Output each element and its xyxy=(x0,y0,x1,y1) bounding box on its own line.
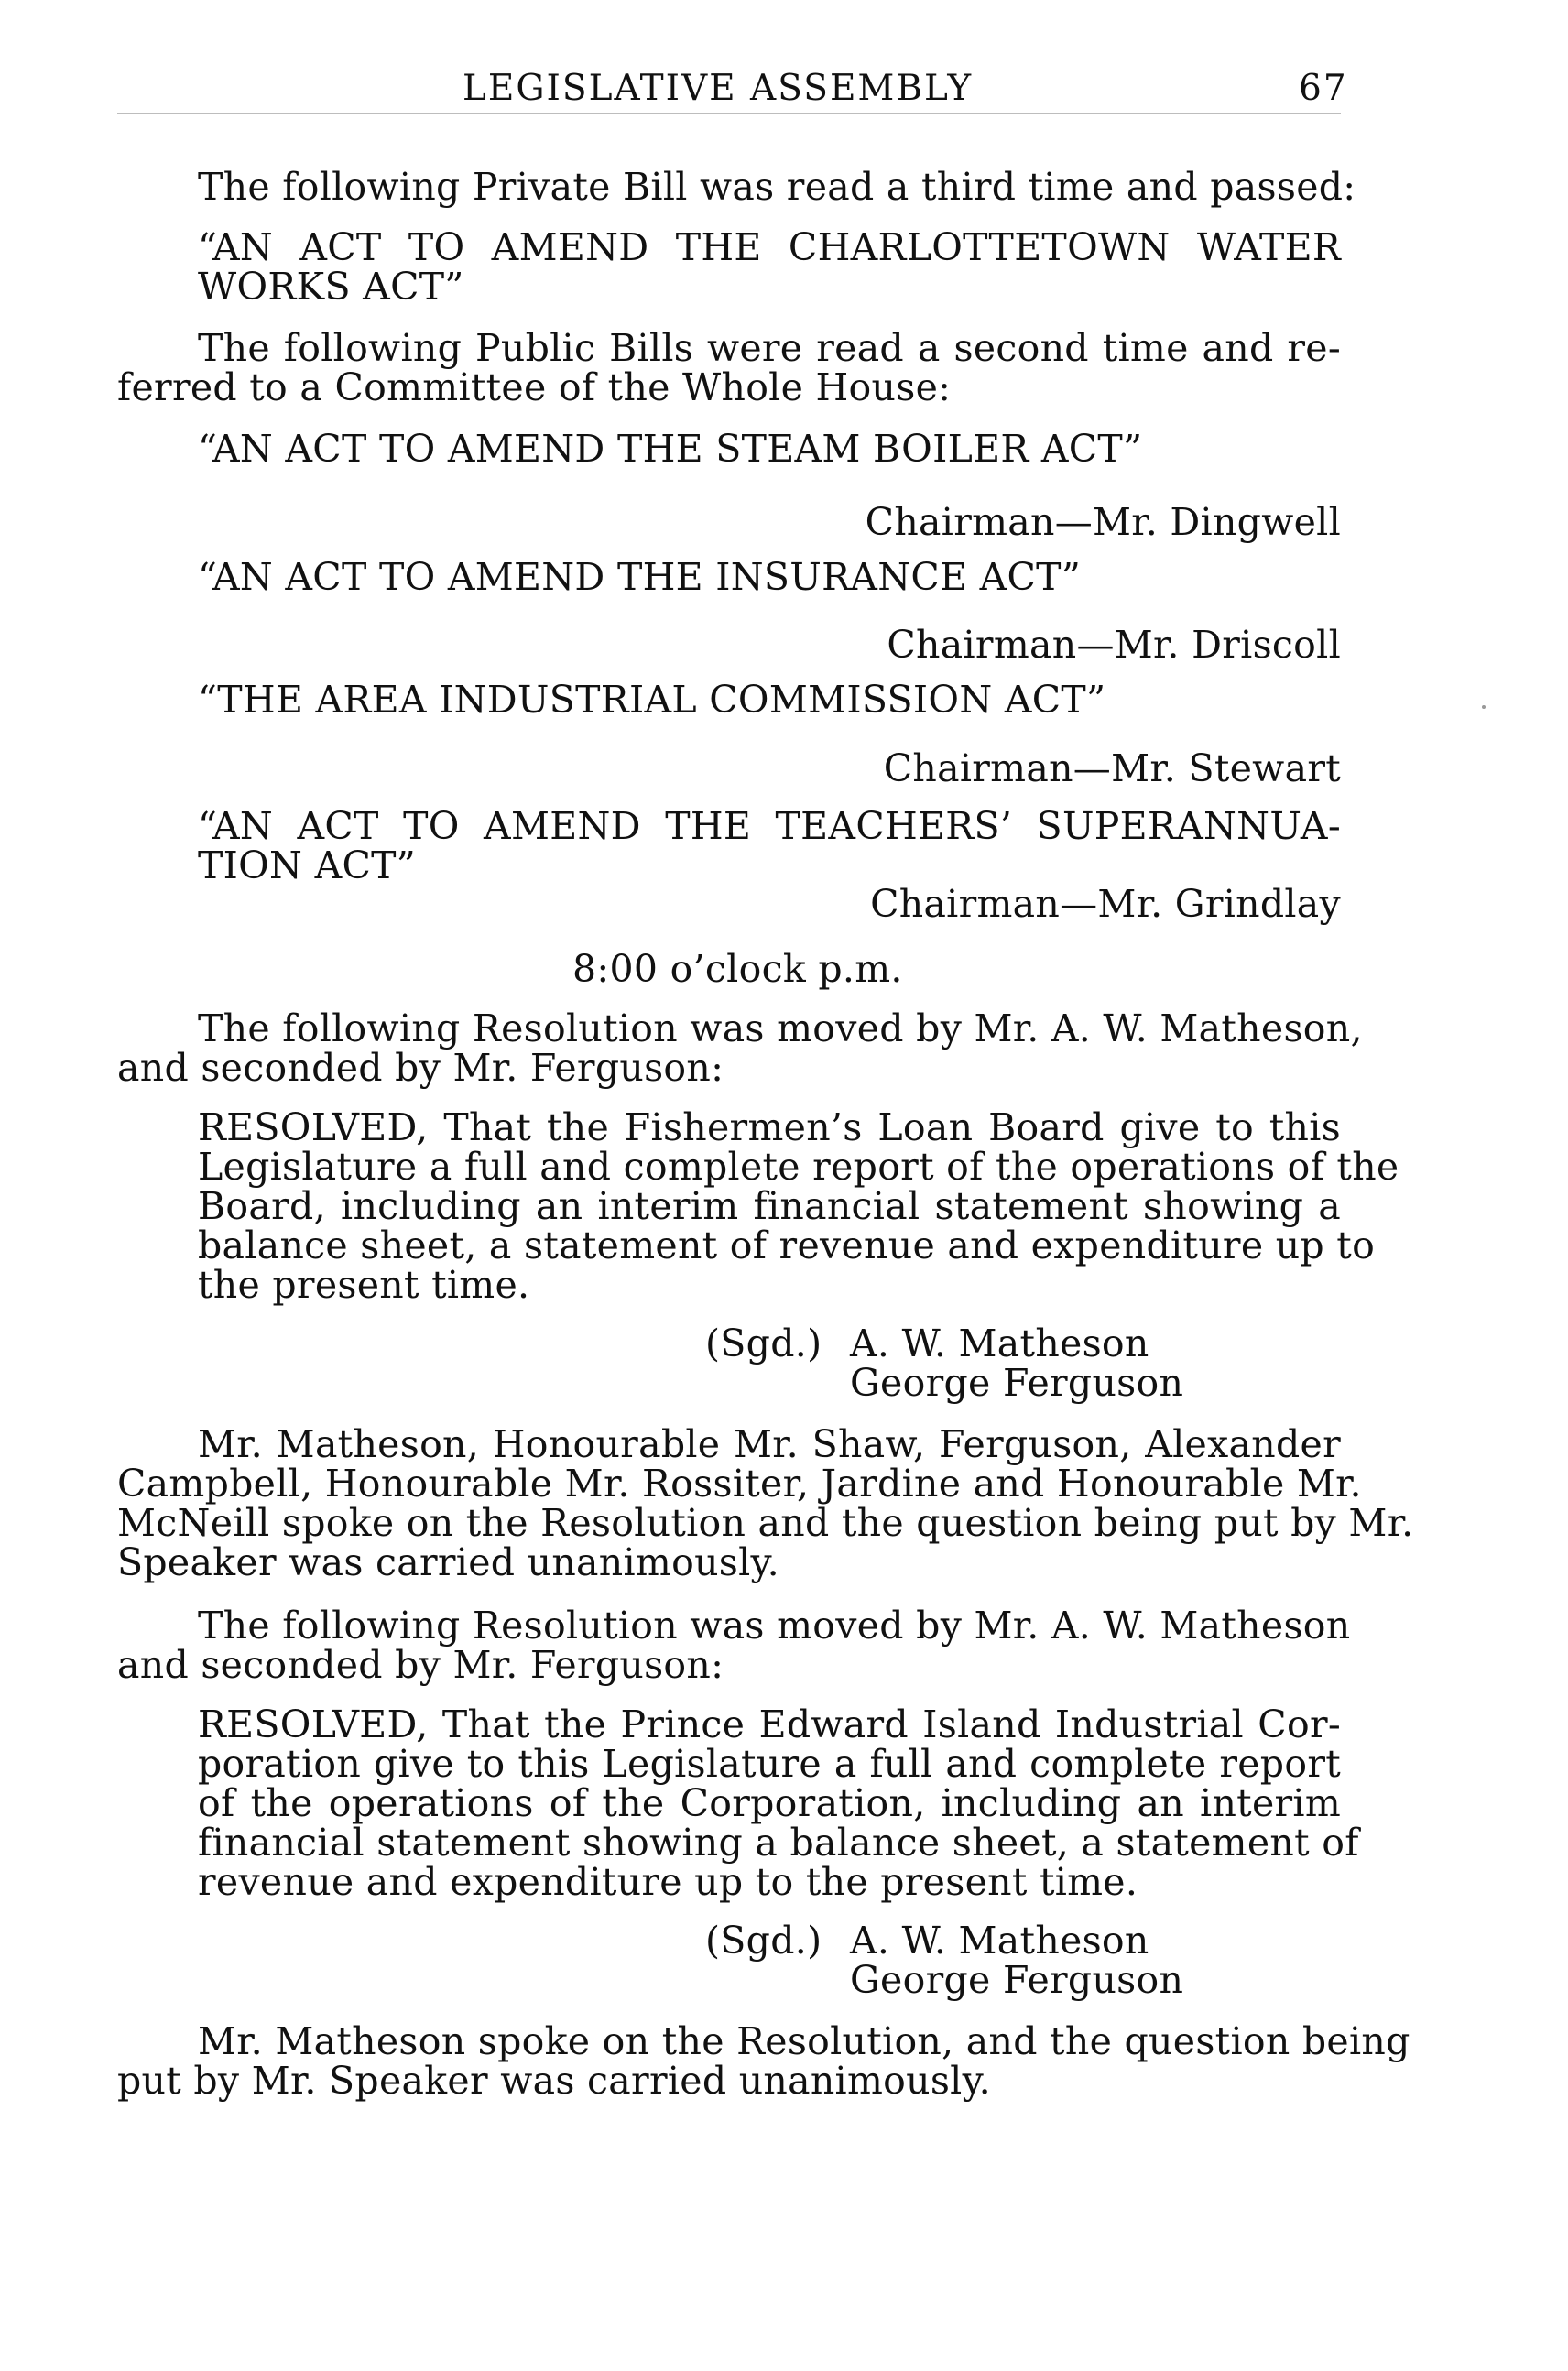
paragraph-private-bill: The following Private Bill was read a third time and passed: xyxy=(198,165,1356,209)
paragraph-line: ferred to a Committee of the Whole House: xyxy=(117,365,952,409)
paragraph-line: and seconded by Mr. Ferguson: xyxy=(117,1643,724,1687)
resolution-2-outcome xyxy=(198,2019,1410,2063)
bill-line: WORKS ACT” xyxy=(198,265,464,309)
resolution-line: balance sheet, a statement of revenue and expenditure up to xyxy=(198,1224,1376,1267)
bill-charlottetown-water-works xyxy=(198,225,1341,269)
signature-label: (Sgd.) xyxy=(705,1919,822,1963)
act-title-line: TION ACT” xyxy=(198,843,417,887)
paragraph-line: and seconded by Mr. Ferguson: xyxy=(117,1046,724,1090)
resolution-line: Board, including an interim financial statement showing a xyxy=(198,1184,1341,1228)
paragraph-line: put by Mr. Speaker was carried unanimously. xyxy=(117,2059,991,2103)
act-title-teachers-superannuation xyxy=(198,804,1341,848)
resolution-line: financial statement showing a balance sheet, a statement of xyxy=(198,1821,1359,1865)
paragraph-line: The following Public Bills were read a second time and re- xyxy=(198,326,1341,370)
resolution-line: of the operations of the Corporation, including an interim xyxy=(198,1781,1341,1825)
resolution-2-body xyxy=(198,1702,1359,1904)
act-title-steam-boiler: “AN ACT TO AMEND THE STEAM BOILER ACT” xyxy=(198,427,1143,471)
act-title-area-industrial: “THE AREA INDUSTRIAL COMMISSION ACT” xyxy=(198,678,1106,722)
resolution-1-outcome xyxy=(198,1422,1341,1466)
page-number: 67 xyxy=(1299,68,1348,109)
paragraph-line: Campbell, Honourable Mr. Rossiter, Jardine and Honourable Mr. xyxy=(117,1462,1362,1506)
paragraph-public-bills xyxy=(198,326,1341,370)
bill-line: “AN ACT TO AMEND THE CHARLOTTETOWN WATER xyxy=(198,225,1341,269)
signer-name: George Ferguson xyxy=(850,1958,1184,2002)
session-time: 8:00 o’clock p.m. xyxy=(572,947,903,991)
act-title-insurance: “AN ACT TO AMEND THE INSURANCE ACT” xyxy=(198,555,1082,599)
paragraph-line: The following Resolution was moved by Mr. A. W. Matheson xyxy=(198,1604,1351,1648)
header-rule xyxy=(117,113,1341,114)
paragraph-line: Mr. Matheson, Honourable Mr. Shaw, Ferguson, Alexander xyxy=(198,1422,1341,1466)
resolution-line: Legislature a full and complete report of the operations of the xyxy=(198,1145,1399,1189)
resolution-line: the present time. xyxy=(198,1263,530,1307)
act-title-line: “AN ACT TO AMEND THE TEACHERS’ SUPERANNUA- xyxy=(198,804,1341,848)
signer-name: A. W. Matheson xyxy=(850,1919,1149,1963)
paragraph-line: McNeill spoke on the Resolution and the question being put by Mr. xyxy=(117,1501,1414,1545)
resolution-line: poration give to this Legislature a full and complete report xyxy=(198,1742,1341,1786)
act-chairman-stewart: Chairman—Mr. Stewart xyxy=(883,746,1341,790)
resolution-1-outcome-cont xyxy=(117,1462,1414,1584)
signature-label: (Sgd.) xyxy=(705,1321,822,1365)
act-chairman-dingwell: Chairman—Mr. Dingwell xyxy=(865,500,1341,544)
act-chairman-driscoll: Chairman—Mr. Driscoll xyxy=(887,623,1341,667)
resolution-line: RESOLVED, That the Fishermen’s Loan Board give to this xyxy=(198,1105,1341,1149)
act-chairman-grindlay: Chairman—Mr. Grindlay xyxy=(870,882,1341,926)
resolution-1-body xyxy=(198,1105,1399,1307)
signer-name: A. W. Matheson xyxy=(850,1321,1149,1365)
running-header-title: LEGISLATIVE ASSEMBLY xyxy=(463,68,974,109)
resolution-1-intro xyxy=(198,1006,1363,1050)
resolution-2-intro xyxy=(198,1604,1351,1648)
signer-name: George Ferguson xyxy=(850,1361,1184,1405)
resolution-line: revenue and expenditure up to the present time. xyxy=(198,1860,1138,1904)
resolution-line: RESOLVED, That the Prince Edward Island Industrial Cor- xyxy=(198,1702,1341,1746)
paragraph-line: Mr. Matheson spoke on the Resolution, and the question being xyxy=(198,2019,1410,2063)
paragraph-line: The following Resolution was moved by Mr. A. W. Matheson, xyxy=(198,1006,1363,1050)
scan-speck xyxy=(1482,705,1486,709)
paragraph-line: Speaker was carried unanimously. xyxy=(117,1540,779,1584)
